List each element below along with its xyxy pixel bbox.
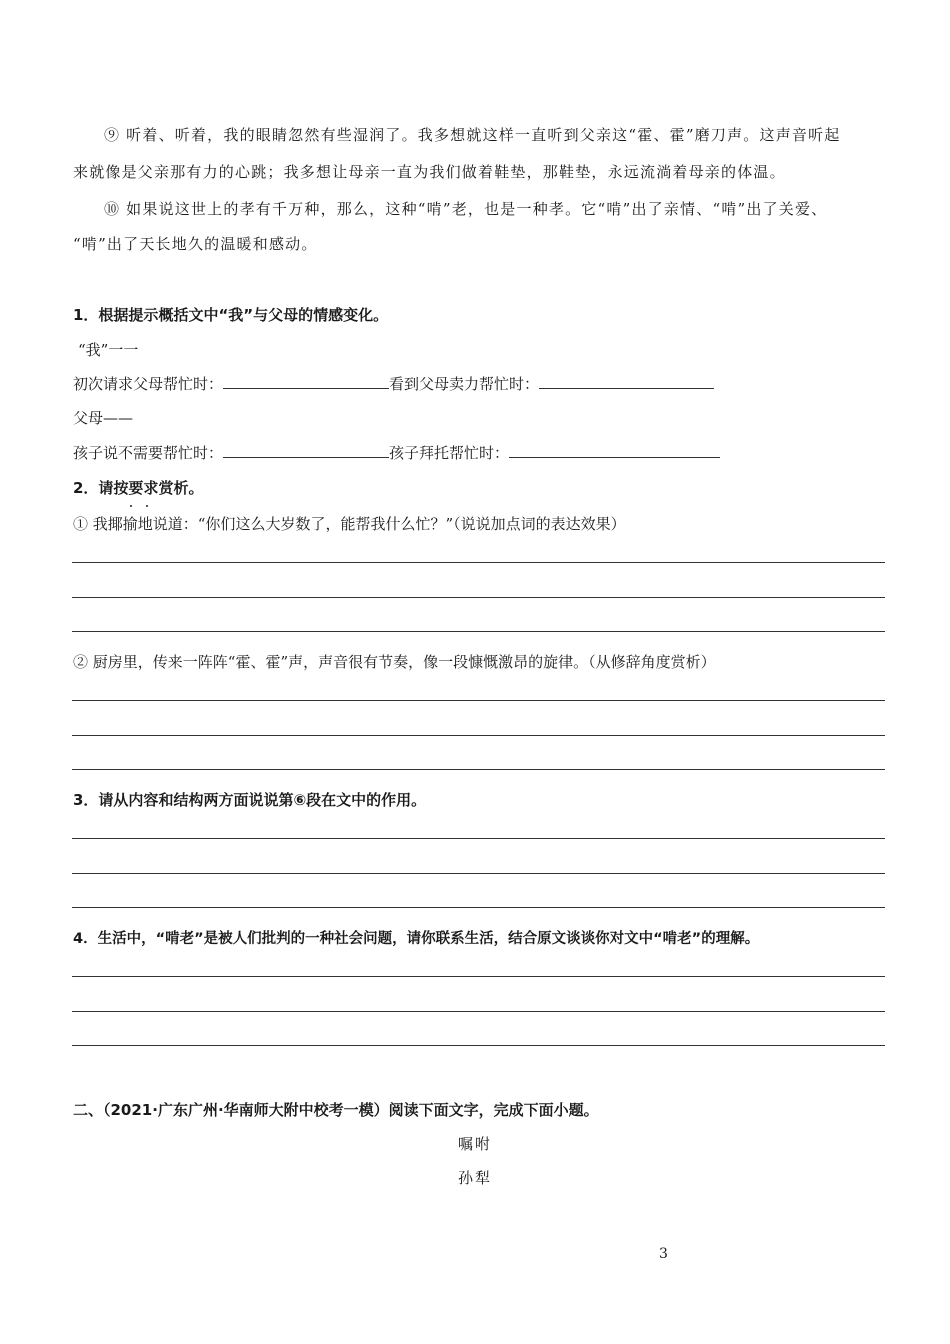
q2-item2: ② 厨房里，传来一阵阵“霍、霍”声，声音很有节奏，像一段慷慨激昂的旋律。（从修辞角度赏析） xyxy=(73,653,716,671)
q1-me-first-label: 初次请求父母帮忙时： xyxy=(73,375,224,393)
page-number: 3 xyxy=(659,1246,668,1262)
answer-line[interactable] xyxy=(72,907,885,908)
answer-line[interactable] xyxy=(72,700,885,701)
answer-line[interactable] xyxy=(72,873,885,874)
story-author: 孙犁 xyxy=(457,1169,492,1187)
answer-line[interactable] xyxy=(72,769,885,770)
story-title: 嘱咐 xyxy=(457,1135,492,1153)
answer-line[interactable] xyxy=(72,838,885,839)
answer-line[interactable] xyxy=(72,562,885,563)
question-3-title: 3．请从内容和结构两方面说说第⑥段在文中的作用。 xyxy=(73,791,427,809)
passage-p10-line1: ⑩ 如果说这世上的孝有千万种，那么，这种“啃”老，也是一种孝。它“啃”出了亲情、“啃”出了关爱、 xyxy=(104,200,828,218)
q1-me-label: “我”一一 xyxy=(78,341,139,359)
answer-line[interactable] xyxy=(72,1011,885,1012)
answer-blank[interactable] xyxy=(509,443,720,458)
question-1-title: 1．根据提示概括文中“我”与父母的情感变化。 xyxy=(73,306,389,324)
answer-blank[interactable] xyxy=(539,374,714,389)
answer-line[interactable] xyxy=(72,1045,885,1046)
q1-parents-second-label: 孩子拜托帮忙时： xyxy=(389,444,510,462)
emphasis-dot xyxy=(130,505,132,507)
q1-parents-first xyxy=(73,442,720,463)
q1-parents-first-label: 孩子说不需要帮忙时： xyxy=(73,444,224,462)
answer-line[interactable] xyxy=(72,735,885,736)
answer-line[interactable] xyxy=(72,631,885,632)
section-2-heading: 二、（2021·广东广州·华南师大附中校考一模）阅读下面文字，完成下面小题。 xyxy=(73,1101,599,1119)
emphasis-dot xyxy=(146,505,148,507)
q1-me-first xyxy=(73,373,714,394)
question-4-title: 4．生活中，“啃老”是被人们批判的一种社会问题，请你联系生活，结合原文谈谈你对文中“啃老”的理解。 xyxy=(73,931,760,947)
passage-p10-line2: “啃”出了天长地久的温暖和感动。 xyxy=(73,235,318,253)
answer-blank[interactable] xyxy=(223,443,389,458)
q1-me-second-label: 看到父母卖力帮忙时： xyxy=(389,375,540,393)
q1-parents-label: 父母—— xyxy=(73,409,134,427)
q2-item1: ① 我揶揄地说道：“你们这么大岁数了，能帮我什么忙？”（说说加点词的表达效果） xyxy=(73,515,626,533)
passage-p9-line1: ⑨ 听着、听着，我的眼睛忽然有些湿润了。我多想就这样一直听到父亲这“霍、霍”磨刀声。这声音听起 xyxy=(104,126,841,144)
question-2-title: 2．请按要求赏析。 xyxy=(73,479,204,497)
answer-line[interactable] xyxy=(72,597,885,598)
answer-blank[interactable] xyxy=(223,374,389,389)
answer-line[interactable] xyxy=(72,976,885,977)
passage-p9-line2: 来就像是父亲那有力的心跳；我多想让母亲一直为我们做着鞋垫，那鞋垫，永远流淌着母亲的体温。 xyxy=(73,163,786,181)
